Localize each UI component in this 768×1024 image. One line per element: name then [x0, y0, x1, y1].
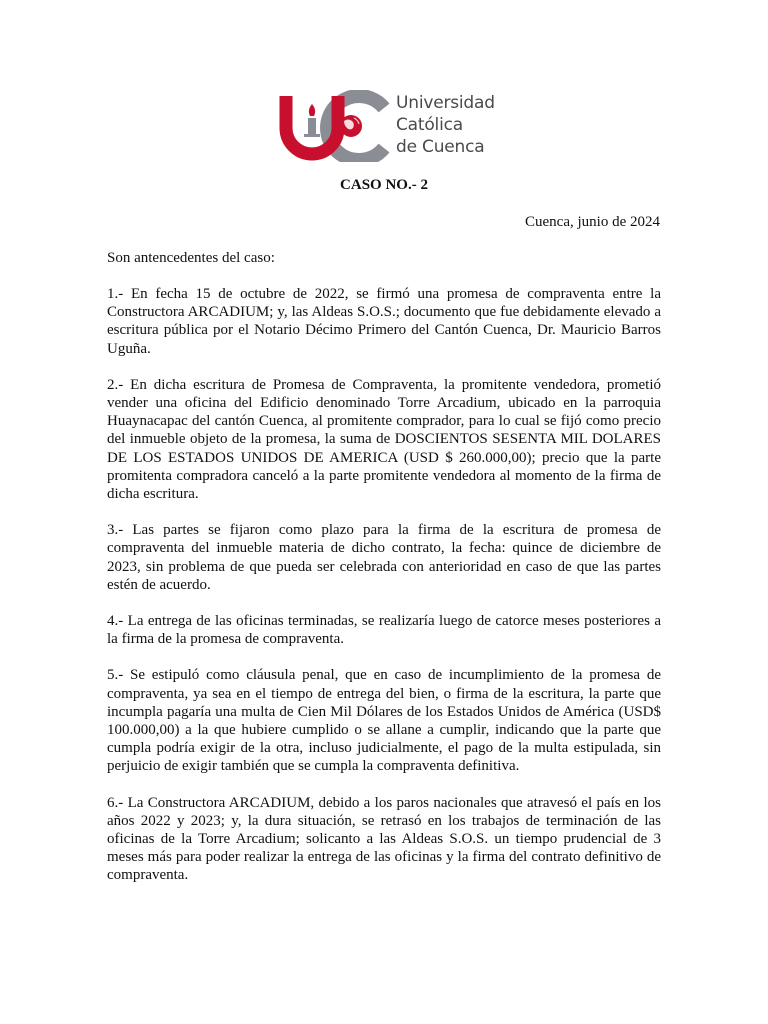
paragraph-2: 2.- En dicha escritura de Promesa de Compraventa, la promitente vendedora, prometió vender una oficina del Edificio denominado Torre Arcadium, ubicado en la parroquia Huaynacapac del cantón Cuenca, al promitente comprador, para lo cual se fijó como precio del inmueble objeto de la promesa, la suma de DOSCIENTOS SESENTA MIL DOLARES DE LOS ESTADOS UNIDOS DE AMERICA (USD $ 260.000,00); precio que la parte promitenta compradora canceló a la parte promitente vendedora al momento de la firma de dicha escritura. [107, 376, 661, 503]
logo-line-2: Católica [396, 115, 463, 135]
paragraph-3: 3.- Las partes se fijaron como plazo para la firma de la escritura de promesa de compraventa del inmueble materia de dicho contrato, la fecha: quince de diciembre de 2023, sin problema de que pueda ser celebrada con anterioridad en caso de que las partes estén de acuerdo. [107, 522, 661, 593]
paragraph-5: 5.- Se estipuló como cláusula penal, que en caso de incumplimiento de la promesa de compraventa, ya sea en el tiempo de entrega del bien, o firma de la escritura, la parte que incumpla pagaría una multa de Cien Mil Dólares de los Estados Unidos de América (USD$ 100.000,00) a la que hubiere cumplido o se allane a cumplir, indicando que la parte que cumpla podría exigir de la otra, incluso judicialmente, el pago de la multa estipulada, sin perjuicio de exigir también que se cumpla la compraventa definitiva. [107, 667, 661, 775]
paragraph-1: 1.- En fecha 15 de octubre de 2022, se firmó una promesa de compraventa entre la Constructora ARCADIUM; y, las Aldeas S.O.S.; documento que fue debidamente elevado a escritura pública por el Notario Décimo Primero del Cantón Cuenca, Dr. Mauricio Barros Uguña. [107, 286, 661, 357]
logo-line-1: Universidad [396, 93, 495, 113]
uc-logo-mark-icon [278, 90, 396, 162]
paragraph-4: 4.- La entrega de las oficinas terminadas, se realizaría luego de catorce meses posteriores a la firma de la promesa de compraventa. [107, 613, 661, 648]
university-logo [278, 90, 498, 162]
document-date: Cuenca, junio de 2024 [525, 214, 660, 230]
logo-line-3: de Cuenca [396, 137, 485, 157]
university-name [396, 92, 495, 158]
case-body [107, 285, 661, 903]
paragraph-6: 6.- La Constructora ARCADIUM, debido a los paros nacionales que atravesó el país en los años 2022 y 2023; y, la dura situación, se retrasó en los trabajos de terminación de las oficinas de la Torre Arcadium; solicanto a las Aldeas S.O.S. un tiempo prudencial de 3 meses más para poder realizar la entrega de las oficinas y la firma del contrato definitivo de compraventa. [107, 794, 661, 884]
case-title: CASO NO.- 2 [340, 177, 428, 193]
intro-text: Son antencedentes del caso: [107, 250, 275, 266]
